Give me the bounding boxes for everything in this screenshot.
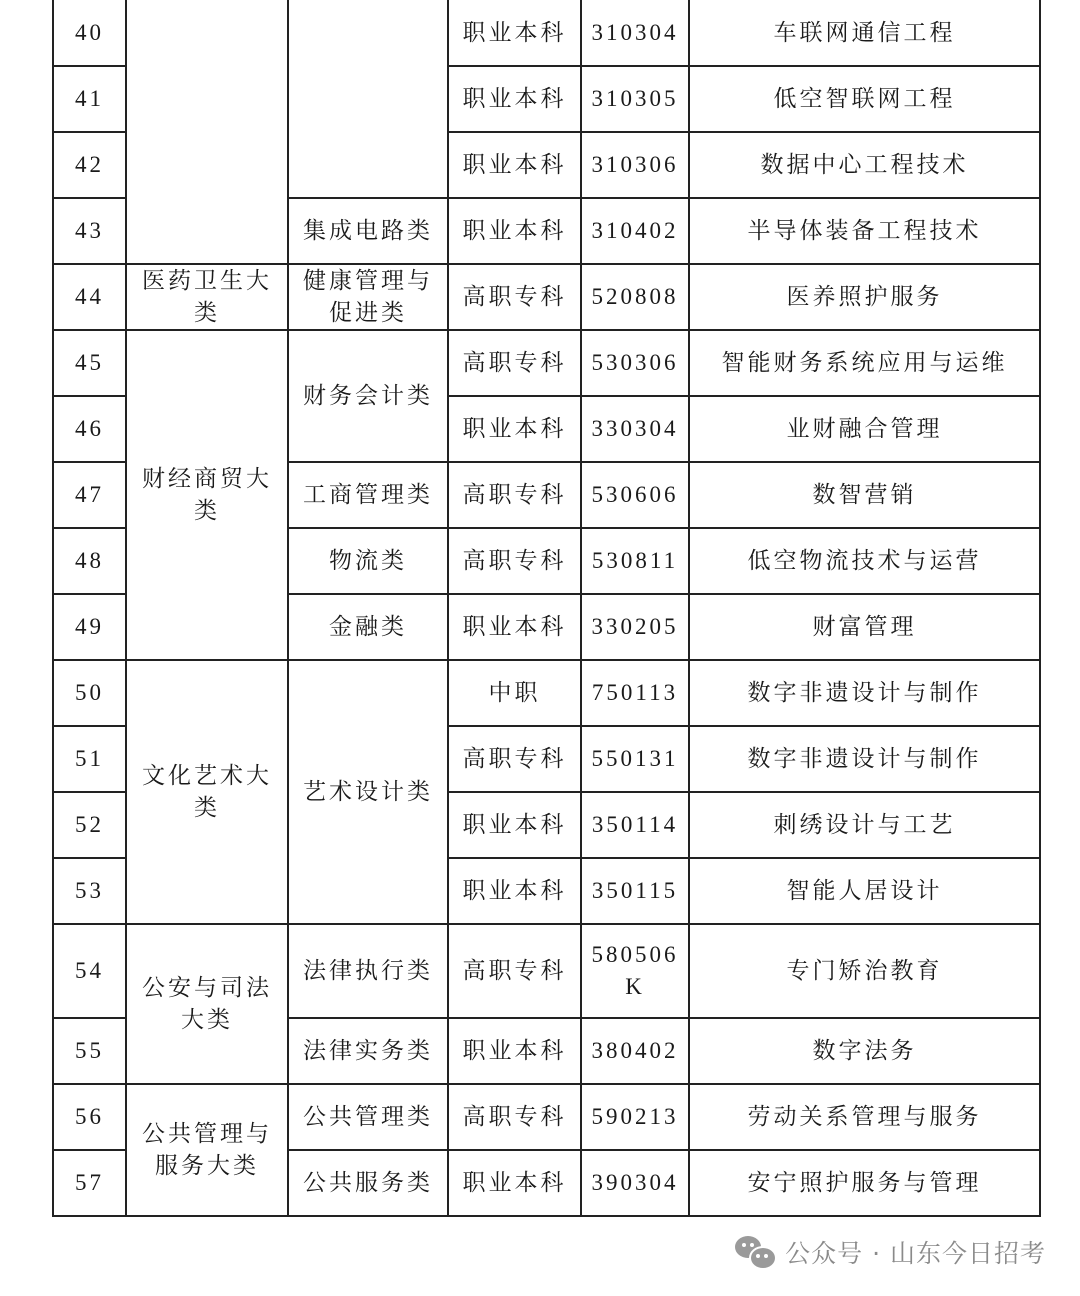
majors-table [52, 0, 1041, 1217]
subcategory-cell: 财务会计类 [288, 330, 448, 462]
major-cell: 数智营销 [689, 462, 1040, 528]
code-cell: 330205 [581, 594, 689, 660]
row-number: 52 [53, 792, 126, 858]
level-cell: 高职专科 [448, 528, 581, 594]
code-cell: 310306 [581, 132, 689, 198]
major-cell: 安宁照护服务与管理 [689, 1150, 1040, 1216]
wechat-icon [735, 1234, 775, 1270]
row-number: 45 [53, 330, 126, 396]
level-cell: 职业本科 [448, 858, 581, 924]
row-number: 55 [53, 1018, 126, 1084]
category-cell: 公共管理与服务大类 [126, 1084, 288, 1216]
level-cell: 高职专科 [448, 726, 581, 792]
code-cell: 550131 [581, 726, 689, 792]
major-cell: 低空智联网工程 [689, 66, 1040, 132]
code-cell: 330304 [581, 396, 689, 462]
major-cell: 劳动关系管理与服务 [689, 1084, 1040, 1150]
row-number: 40 [53, 0, 126, 66]
row-number: 56 [53, 1084, 126, 1150]
code-cell: 520808 [581, 264, 689, 330]
code-cell: 380402 [581, 1018, 689, 1084]
code-cell: 580506K [581, 924, 689, 1018]
row-number: 57 [53, 1150, 126, 1216]
level-cell: 职业本科 [448, 594, 581, 660]
category-cell-empty [126, 0, 288, 264]
row-number: 53 [53, 858, 126, 924]
row-number: 44 [53, 264, 126, 330]
major-cell: 刺绣设计与工艺 [689, 792, 1040, 858]
level-cell: 职业本科 [448, 198, 581, 264]
subcategory-cell: 艺术设计类 [288, 660, 448, 924]
table-row [53, 1084, 1040, 1150]
level-cell: 高职专科 [448, 462, 581, 528]
code-cell: 590213 [581, 1084, 689, 1150]
subcategory-cell: 法律实务类 [288, 1018, 448, 1084]
major-cell: 半导体装备工程技术 [689, 198, 1040, 264]
major-cell: 业财融合管理 [689, 396, 1040, 462]
subcategory-cell: 金融类 [288, 594, 448, 660]
code-cell: 750113 [581, 660, 689, 726]
code-cell: 310304 [581, 0, 689, 66]
table-row [53, 264, 1040, 330]
major-cell: 低空物流技术与运营 [689, 528, 1040, 594]
row-number: 43 [53, 198, 126, 264]
row-number: 51 [53, 726, 126, 792]
major-cell: 车联网通信工程 [689, 0, 1040, 66]
category-cell: 医药卫生大类 [126, 264, 288, 330]
level-cell: 职业本科 [448, 0, 581, 66]
code-cell: 530606 [581, 462, 689, 528]
code-cell: 530306 [581, 330, 689, 396]
subcategory-cell-empty [288, 0, 448, 198]
major-cell: 数据中心工程技术 [689, 132, 1040, 198]
row-number: 50 [53, 660, 126, 726]
level-cell: 职业本科 [448, 66, 581, 132]
level-cell: 职业本科 [448, 1150, 581, 1216]
category-cell: 文化艺术大类 [126, 660, 288, 924]
subcategory-cell: 法律执行类 [288, 924, 448, 1018]
category-cell: 公安与司法大类 [126, 924, 288, 1084]
level-cell: 中职 [448, 660, 581, 726]
table-row [53, 330, 1040, 396]
major-cell: 专门矫治教育 [689, 924, 1040, 1018]
major-cell: 数字非遗设计与制作 [689, 660, 1040, 726]
major-cell: 数字非遗设计与制作 [689, 726, 1040, 792]
code-cell: 310305 [581, 66, 689, 132]
code-cell: 350115 [581, 858, 689, 924]
level-cell: 职业本科 [448, 396, 581, 462]
watermark-text: 公众号 · 山东今日招考 [785, 1239, 1046, 1268]
row-number: 46 [53, 396, 126, 462]
code-cell: 350114 [581, 792, 689, 858]
code-cell: 530811 [581, 528, 689, 594]
row-number: 48 [53, 528, 126, 594]
row-number: 47 [53, 462, 126, 528]
code-cell: 310402 [581, 198, 689, 264]
level-cell: 高职专科 [448, 330, 581, 396]
level-cell: 职业本科 [448, 792, 581, 858]
subcategory-cell: 物流类 [288, 528, 448, 594]
level-cell: 职业本科 [448, 1018, 581, 1084]
subcategory-cell: 工商管理类 [288, 462, 448, 528]
subcategory-cell: 健康管理与促进类 [288, 264, 448, 330]
subcategory-cell: 公共服务类 [288, 1150, 448, 1216]
major-cell: 财富管理 [689, 594, 1040, 660]
row-number: 49 [53, 594, 126, 660]
row-number: 42 [53, 132, 126, 198]
table-row [53, 0, 1040, 66]
table-row [53, 924, 1040, 1018]
subcategory-cell: 集成电路类 [288, 198, 448, 264]
category-cell: 财经商贸大类 [126, 330, 288, 660]
major-cell: 智能财务系统应用与运维 [689, 330, 1040, 396]
major-cell: 医养照护服务 [689, 264, 1040, 330]
level-cell: 高职专科 [448, 264, 581, 330]
code-cell: 390304 [581, 1150, 689, 1216]
level-cell: 高职专科 [448, 924, 581, 1018]
subcategory-cell: 公共管理类 [288, 1084, 448, 1150]
major-cell: 数字法务 [689, 1018, 1040, 1084]
major-cell: 智能人居设计 [689, 858, 1040, 924]
watermark [735, 1234, 1046, 1270]
level-cell: 职业本科 [448, 132, 581, 198]
table-row [53, 660, 1040, 726]
row-number: 54 [53, 924, 126, 1018]
row-number: 41 [53, 66, 126, 132]
level-cell: 高职专科 [448, 1084, 581, 1150]
